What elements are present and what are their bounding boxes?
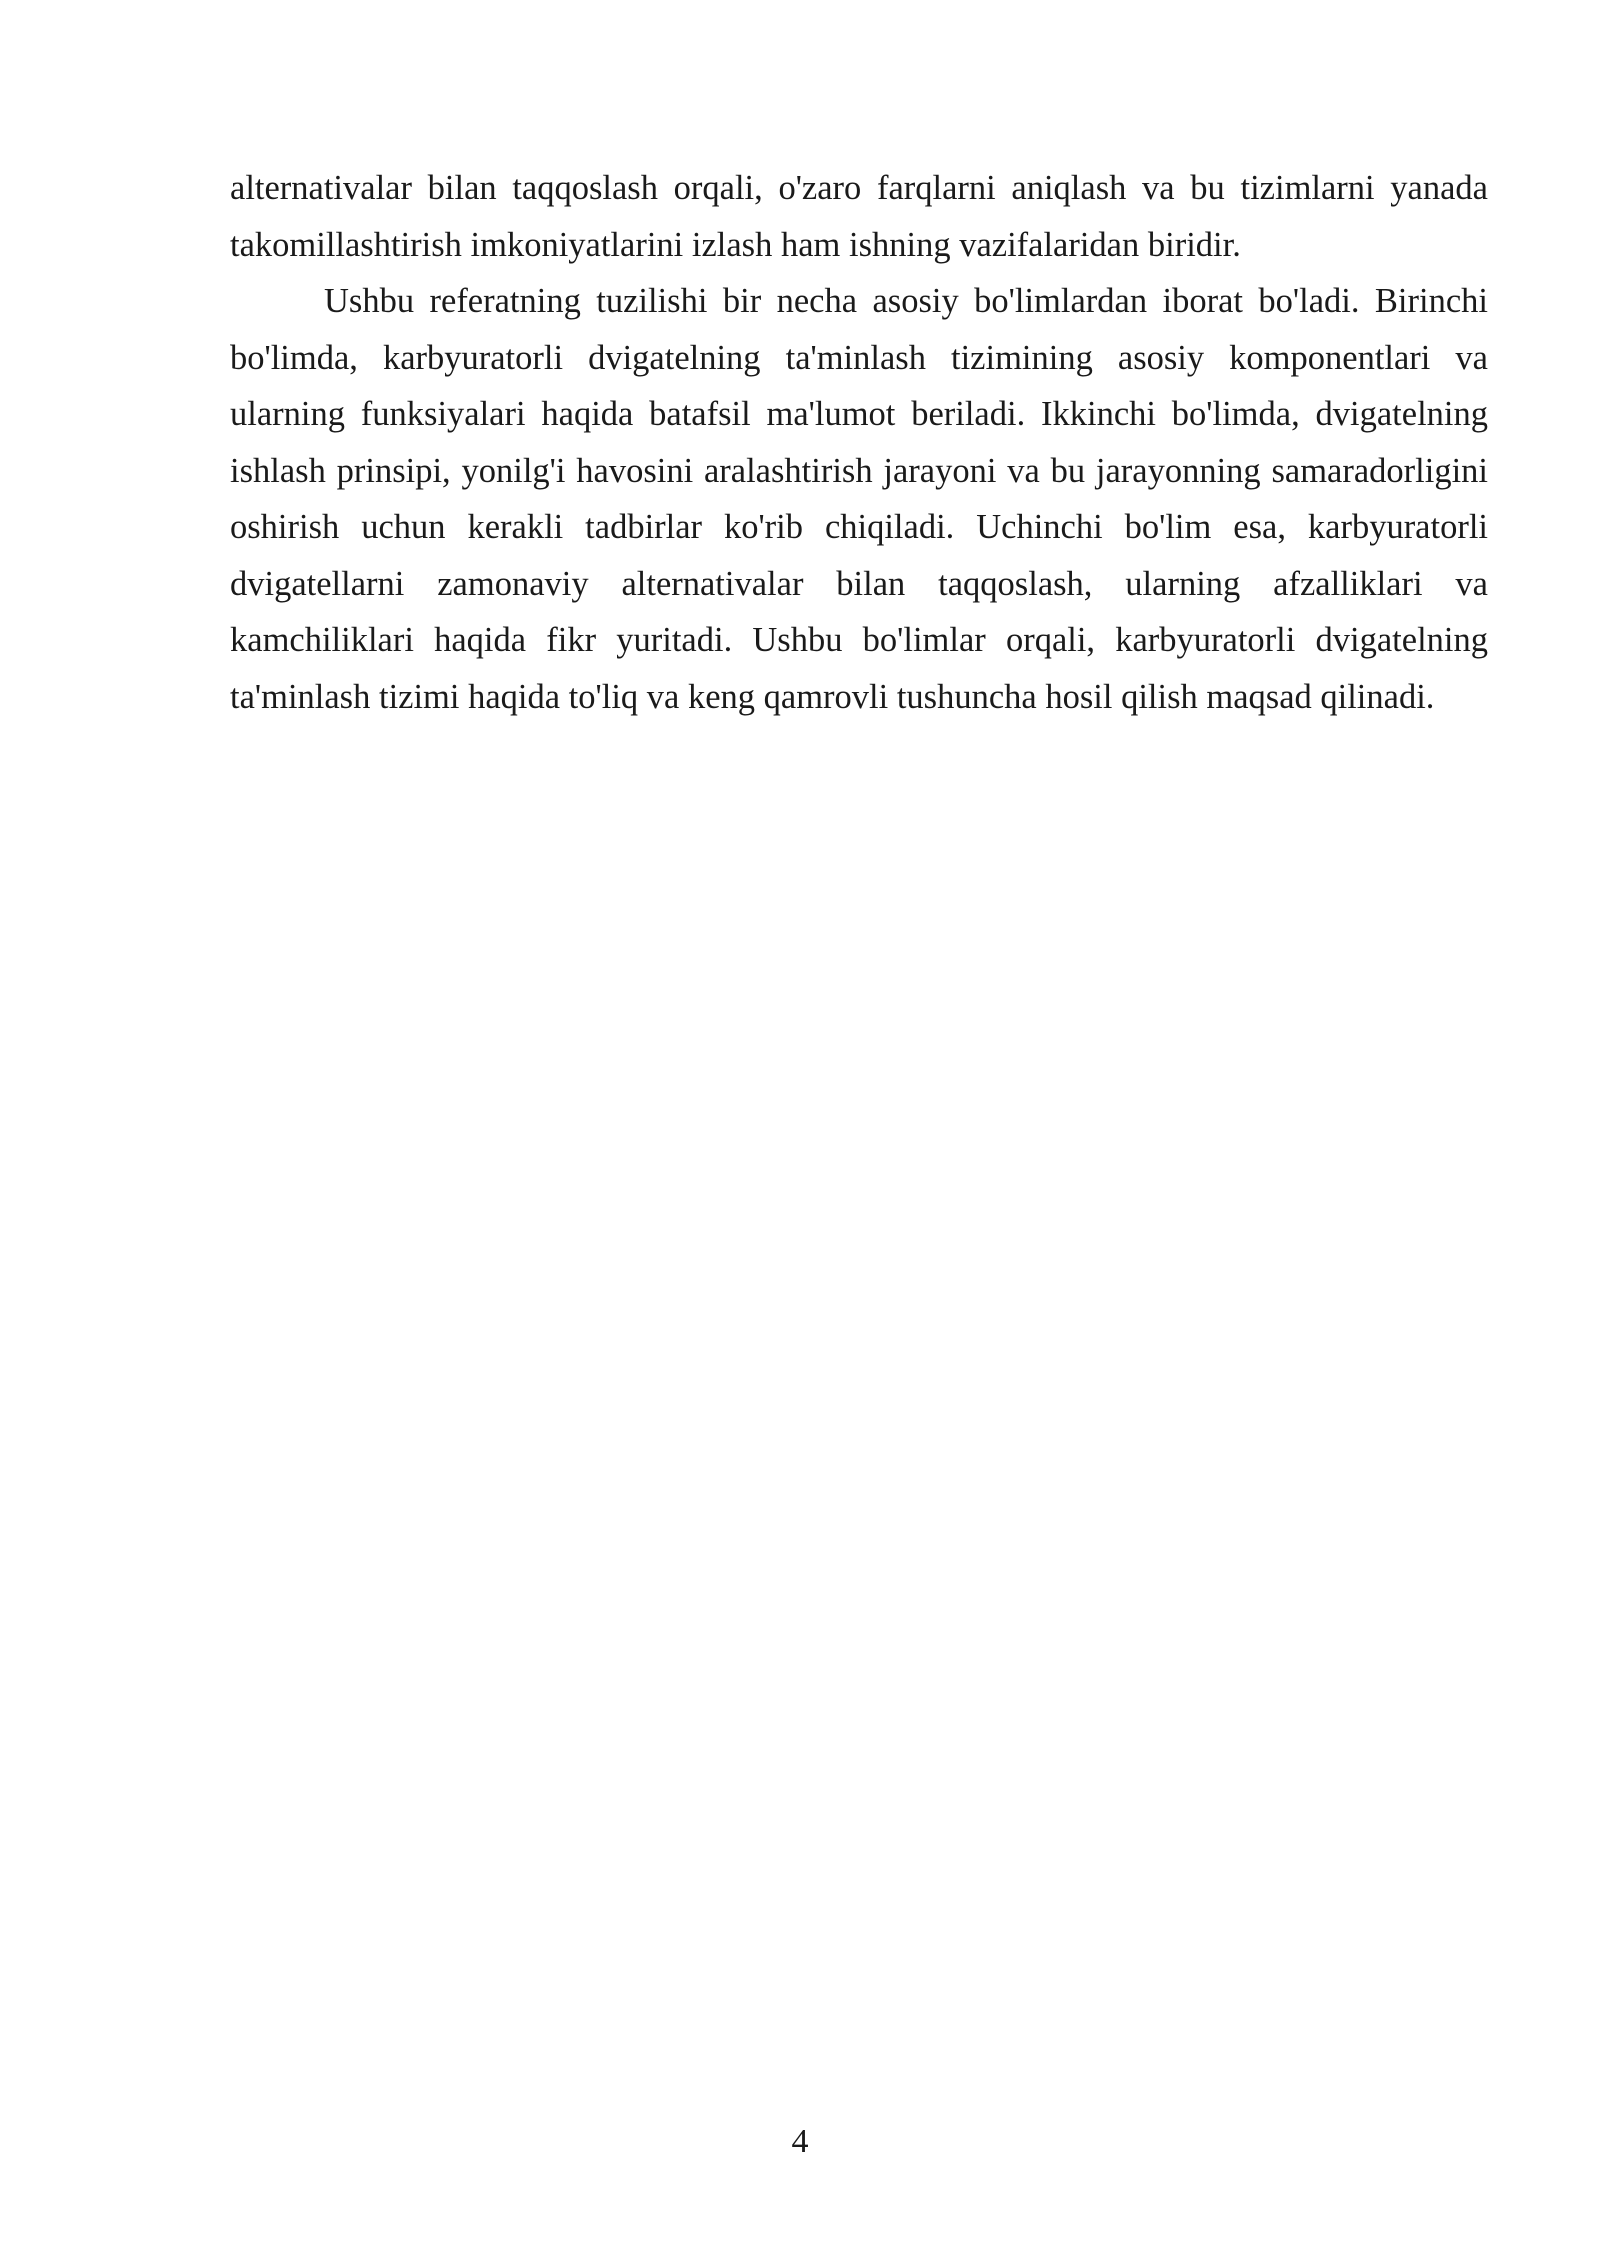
paragraph-structure: Ushbu referatning tuzilishi bir necha asosiy bo'limlardan iborat bo'ladi. Birinchi bo'limda, karbyuratorli dvigatelning ta'minlash tizimining asosiy komponentlari va ularning funksiyalari haqida batafsil ma'lumot beriladi. Ikkinchi bo'limda, dvigatelning ishlash prinsipi, yonilg'i havosini aralashtirish jarayoni va bu jarayonning samaradorligini oshirish uchun kerakli tadbirlar ko'rib chiqiladi. Uchinchi bo'lim esa, karbyuratorli dvigatellarni zamonaviy alternativalar bilan taqqoslash, ularning afzalliklari va kamchiliklari haqida fikr yuritadi. Ushbu bo'limlar orqali, karbyuratorli dvigatelning ta'minlash tizimi haqida to'liq va keng qamrovli tushuncha hosil qilish maqsad qilinadi. (230, 282, 1488, 716)
page-number: 4 (791, 2123, 809, 2160)
body-text (230, 160, 1488, 725)
paragraph-continuation: alternativalar bilan taqqoslash orqali, o'zaro farqlarni aniqlash va bu tizimlarni yanada takomillashtirish imkoniyatlarini izlash ham ishning vazifalaridan biridir. (230, 169, 1488, 264)
